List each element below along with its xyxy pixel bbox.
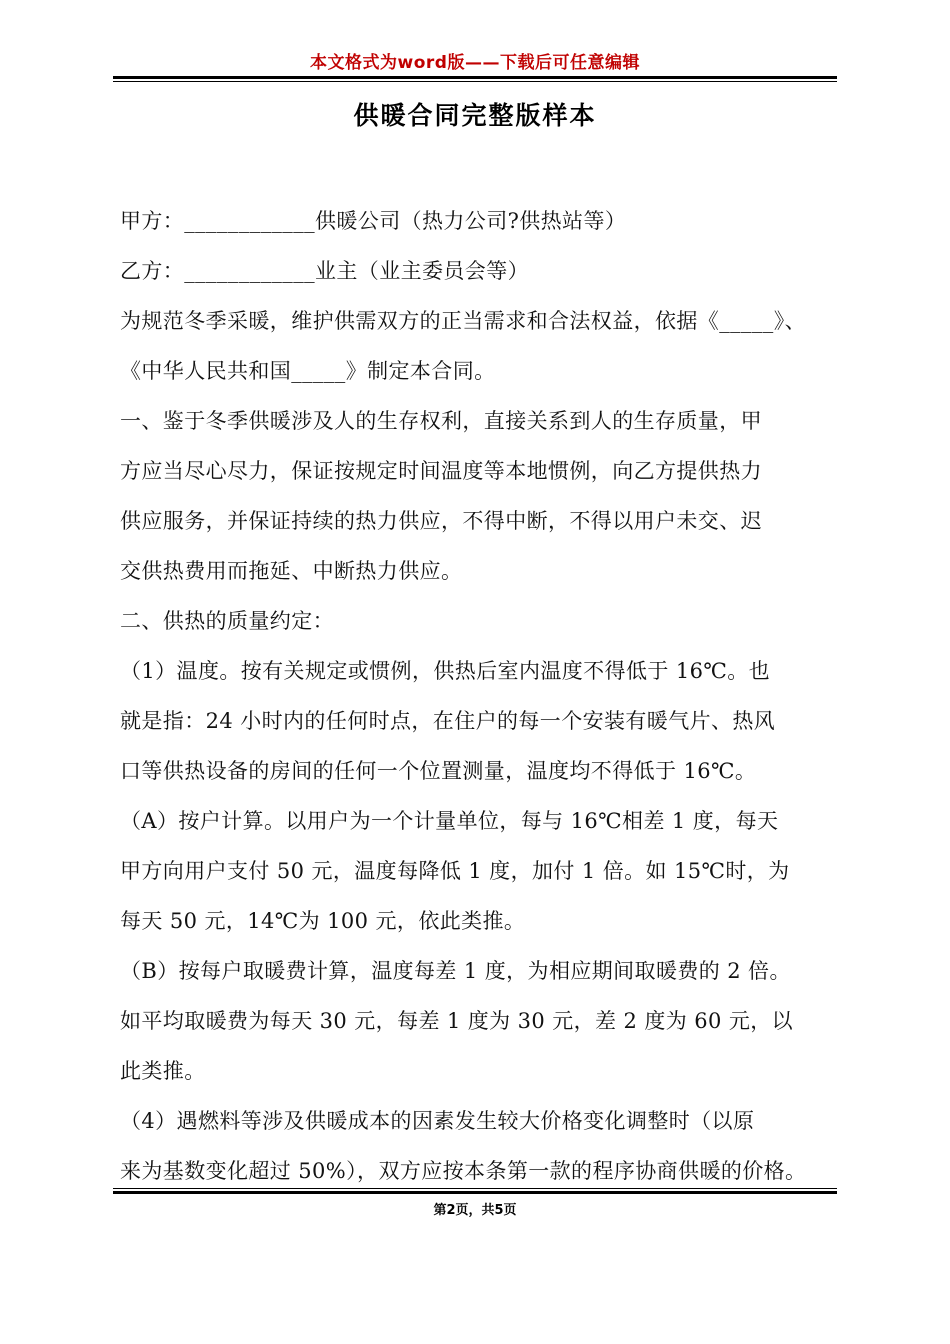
clause-one-line: 一、鉴于冬季供暖涉及人的生存权利，直接关系到人的生存质量，甲 — [120, 409, 762, 433]
document-title: 供暖合同完整版样本 — [353, 101, 597, 130]
temperature-clause-line: 就是指：24 小时内的任何时点，在住户的每一个安装有暖气片、热风 — [120, 709, 776, 733]
document-body — [120, 196, 832, 1196]
page-indicator: 第2页，共5页 — [433, 1203, 517, 1218]
clause-four-line: 来为基数变化超过 50%），双方应按本条第一款的程序协商供暖的价格。 — [120, 1159, 807, 1183]
temperature-clause-line: 口等供热设备的房间的任何一个位置测量，温度均不得低于 16℃。 — [120, 759, 757, 783]
clause-four-line: （4）遇燃料等涉及供暖成本的因素发生较大价格变化调整时（以原 — [120, 1109, 755, 1133]
clause-b-line: （B）按每户取暖费计算，温度每差 1 度，为相应期间取暖费的 2 倍。 — [120, 959, 791, 983]
temperature-clause-line: （1）温度。按有关规定或惯例，供热后室内温度不得低于 16℃。也 — [120, 659, 771, 683]
header-divider-thin — [113, 81, 837, 82]
clause-a-line: 甲方向用户支付 50 元，温度每降低 1 度，加付 1 倍。如 15℃时，为 — [120, 859, 790, 883]
clause-two-heading: 二、供热的质量约定： — [120, 609, 334, 633]
footer-divider-thin — [113, 1188, 837, 1189]
clause-b-line: 如平均取暖费为每天 30 元，每差 1 度为 30 元，差 2 度为 60 元，以 — [120, 1009, 794, 1033]
clause-one-line: 交供热费用而拖延、中断热力供应。 — [120, 559, 463, 583]
header-note: 本文格式为word版——下载后可任意编辑 — [310, 53, 640, 73]
footer-divider-thick — [113, 1191, 837, 1194]
preamble-line: 为规范冬季采暖，维护供需双方的正当需求和合法权益，依据《_____》、 — [120, 309, 806, 333]
clause-b-line: 此类推。 — [120, 1059, 206, 1083]
party-b-line: 乙方：____________业主（业主委员会等） — [120, 259, 529, 283]
clause-one-line: 供应服务，并保证持续的热力供应，不得中断，不得以用户未交、迟 — [120, 509, 762, 533]
clause-one-line: 方应当尽心尽力，保证按规定时间温度等本地惯例，向乙方提供热力 — [120, 459, 762, 483]
header-divider-thick — [113, 76, 837, 79]
party-a-line: 甲方：____________供暖公司（热力公司?供热站等） — [120, 209, 627, 233]
preamble-line: 《中华人民共和国_____》制定本合同。 — [120, 359, 496, 383]
clause-a-line: 每天 50 元，14℃为 100 元，依此类推。 — [120, 909, 526, 933]
clause-a-line: （A）按户计算。以用户为一个计量单位，每与 16℃相差 1 度，每天 — [120, 809, 779, 833]
